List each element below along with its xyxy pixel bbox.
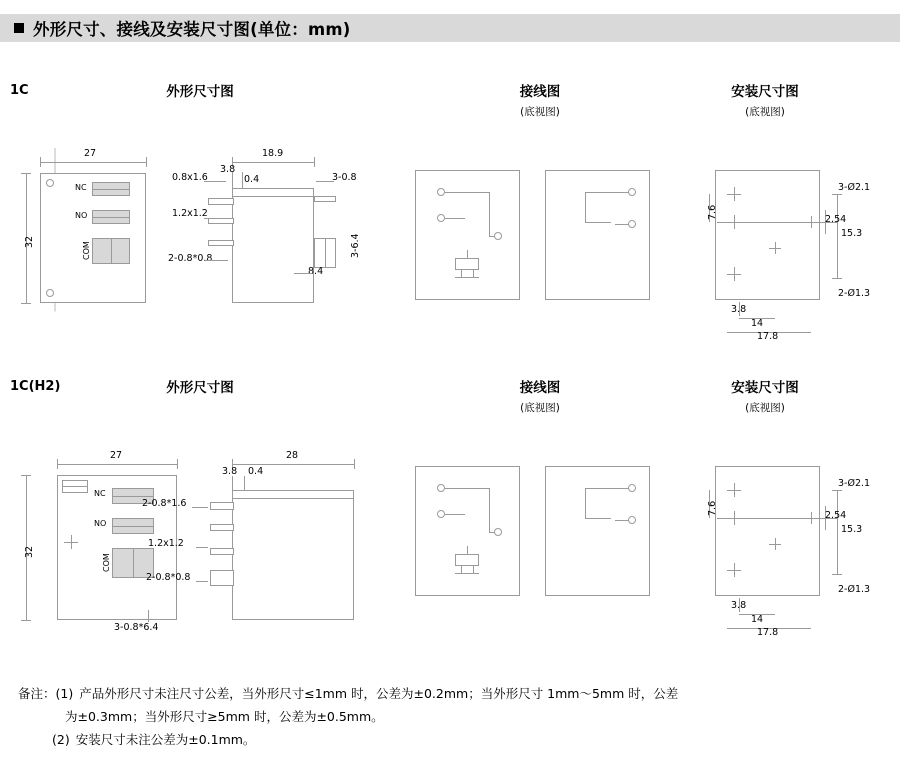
dim-178-mount-1ch2: 17.8	[757, 627, 779, 638]
dim-38-mount-1c: 3.8	[731, 304, 747, 315]
section-header	[0, 14, 900, 42]
dim-76-1ch2: 7.6	[707, 500, 718, 516]
col-sub-mount-1c: (底视图)	[745, 106, 785, 118]
note-1-num: (1)	[55, 686, 74, 701]
dim-254-1ch2: 2.54	[825, 510, 847, 521]
dim-width-27-1ch2: 27	[110, 450, 123, 461]
note-2-line1: 安装尺寸未注公差为±0.1mm。	[75, 732, 256, 747]
note-2-num: (2)	[52, 732, 70, 747]
dim-3-64-1c: 3-6.4	[350, 233, 361, 258]
dim-hole-small-1c: 2-Ø1.3	[838, 288, 871, 299]
dim-side-189-1c: 18.9	[262, 148, 284, 159]
dim-3-08-1c: 3-0.8	[332, 172, 357, 183]
note-row-1b	[18, 705, 882, 728]
dim-pin-b-1ch2: 1.2x1.2	[148, 538, 184, 549]
dim-04-1c: 0.4	[244, 174, 260, 185]
col-title-mount-1c: 安装尺寸图	[731, 84, 799, 100]
dim-76-1c: 7.6	[707, 204, 718, 220]
label-nc-1ch2: NC	[94, 489, 106, 498]
col-sub-mount-1ch2: (底视图)	[745, 402, 785, 414]
dim-hole-big-1ch2: 3-Ø2.1	[838, 478, 871, 489]
dim-side-28-1ch2: 28	[286, 450, 299, 461]
label-com-1ch2: COM	[102, 553, 111, 572]
note-1-line2: 为±0.3mm；当外形尺寸≥5mm 时，公差为±0.5mm。	[65, 709, 384, 724]
dim-hole-big-1c: 3-Ø2.1	[838, 182, 871, 193]
dim-04-1ch2: 0.4	[248, 466, 264, 477]
dim-height-32-1ch2: 32	[24, 545, 35, 558]
label-nc-1c: NC	[75, 183, 87, 192]
dim-254-1c: 2.54	[825, 214, 847, 225]
dim-14-mount-1c: 14	[751, 318, 764, 329]
col-sub-wiring-1c: (底视图)	[520, 106, 560, 118]
dim-pin-a-1c: 0.8x1.6	[172, 172, 208, 183]
notes-label: 备注：	[18, 686, 56, 701]
col-title-wiring-1c: 接线图	[519, 84, 561, 100]
model-label-1c: 1C	[10, 83, 29, 98]
label-no-1c: NO	[75, 211, 88, 220]
dim-153-1c: 15.3	[841, 228, 863, 239]
bullet-square-icon	[14, 23, 24, 33]
dim-84-1c: 8.4	[308, 266, 324, 277]
col-sub-wiring-1ch2: (底视图)	[520, 402, 560, 414]
dim-bottom-1ch2: 3-0.8*6.4	[114, 622, 159, 633]
label-com-1c: COM	[82, 241, 91, 260]
note-1-line1: 产品外形尺寸未注尺寸公差，当外形尺寸≤1mm 时，公差为±0.2mm；当外形尺寸 1mm～5mm 时，公差	[79, 686, 679, 701]
note-row-1	[18, 682, 882, 705]
dim-width-27-1c: 27	[84, 148, 97, 159]
dim-hole-small-1ch2: 2-Ø1.3	[838, 584, 871, 595]
notes-block	[18, 682, 882, 751]
dim-pin-a-1ch2: 2-0.8*1.6	[142, 498, 187, 509]
dim-38-mount-1ch2: 3.8	[731, 600, 747, 611]
page-title: 外形尺寸、接线及安装尺寸图(单位：mm)	[33, 20, 351, 39]
col-title-mount-1ch2: 安装尺寸图	[731, 380, 799, 396]
dim-14-mount-1ch2: 14	[751, 614, 764, 625]
dim-38-1c: 3.8	[220, 164, 236, 175]
model-label-1ch2: 1C(H2)	[10, 379, 61, 394]
note-row-2	[18, 728, 882, 751]
col-title-outline-1ch2: 外形尺寸图	[166, 380, 234, 396]
dim-pin-c-1c: 2-0.8*0.8	[168, 253, 213, 264]
dim-38-1ch2: 3.8	[222, 466, 238, 477]
dim-153-1ch2: 15.3	[841, 524, 863, 535]
col-title-wiring-1ch2: 接线图	[519, 380, 561, 396]
label-no-1ch2: NO	[94, 519, 107, 528]
dim-height-32-1c: 32	[24, 235, 35, 248]
dim-pin-c-1ch2: 2-0.8*0.8	[146, 572, 191, 583]
dim-178-mount-1c: 17.8	[757, 331, 779, 342]
dim-pin-b-1c: 1.2x1.2	[172, 208, 208, 219]
col-title-outline-1c: 外形尺寸图	[166, 84, 234, 100]
